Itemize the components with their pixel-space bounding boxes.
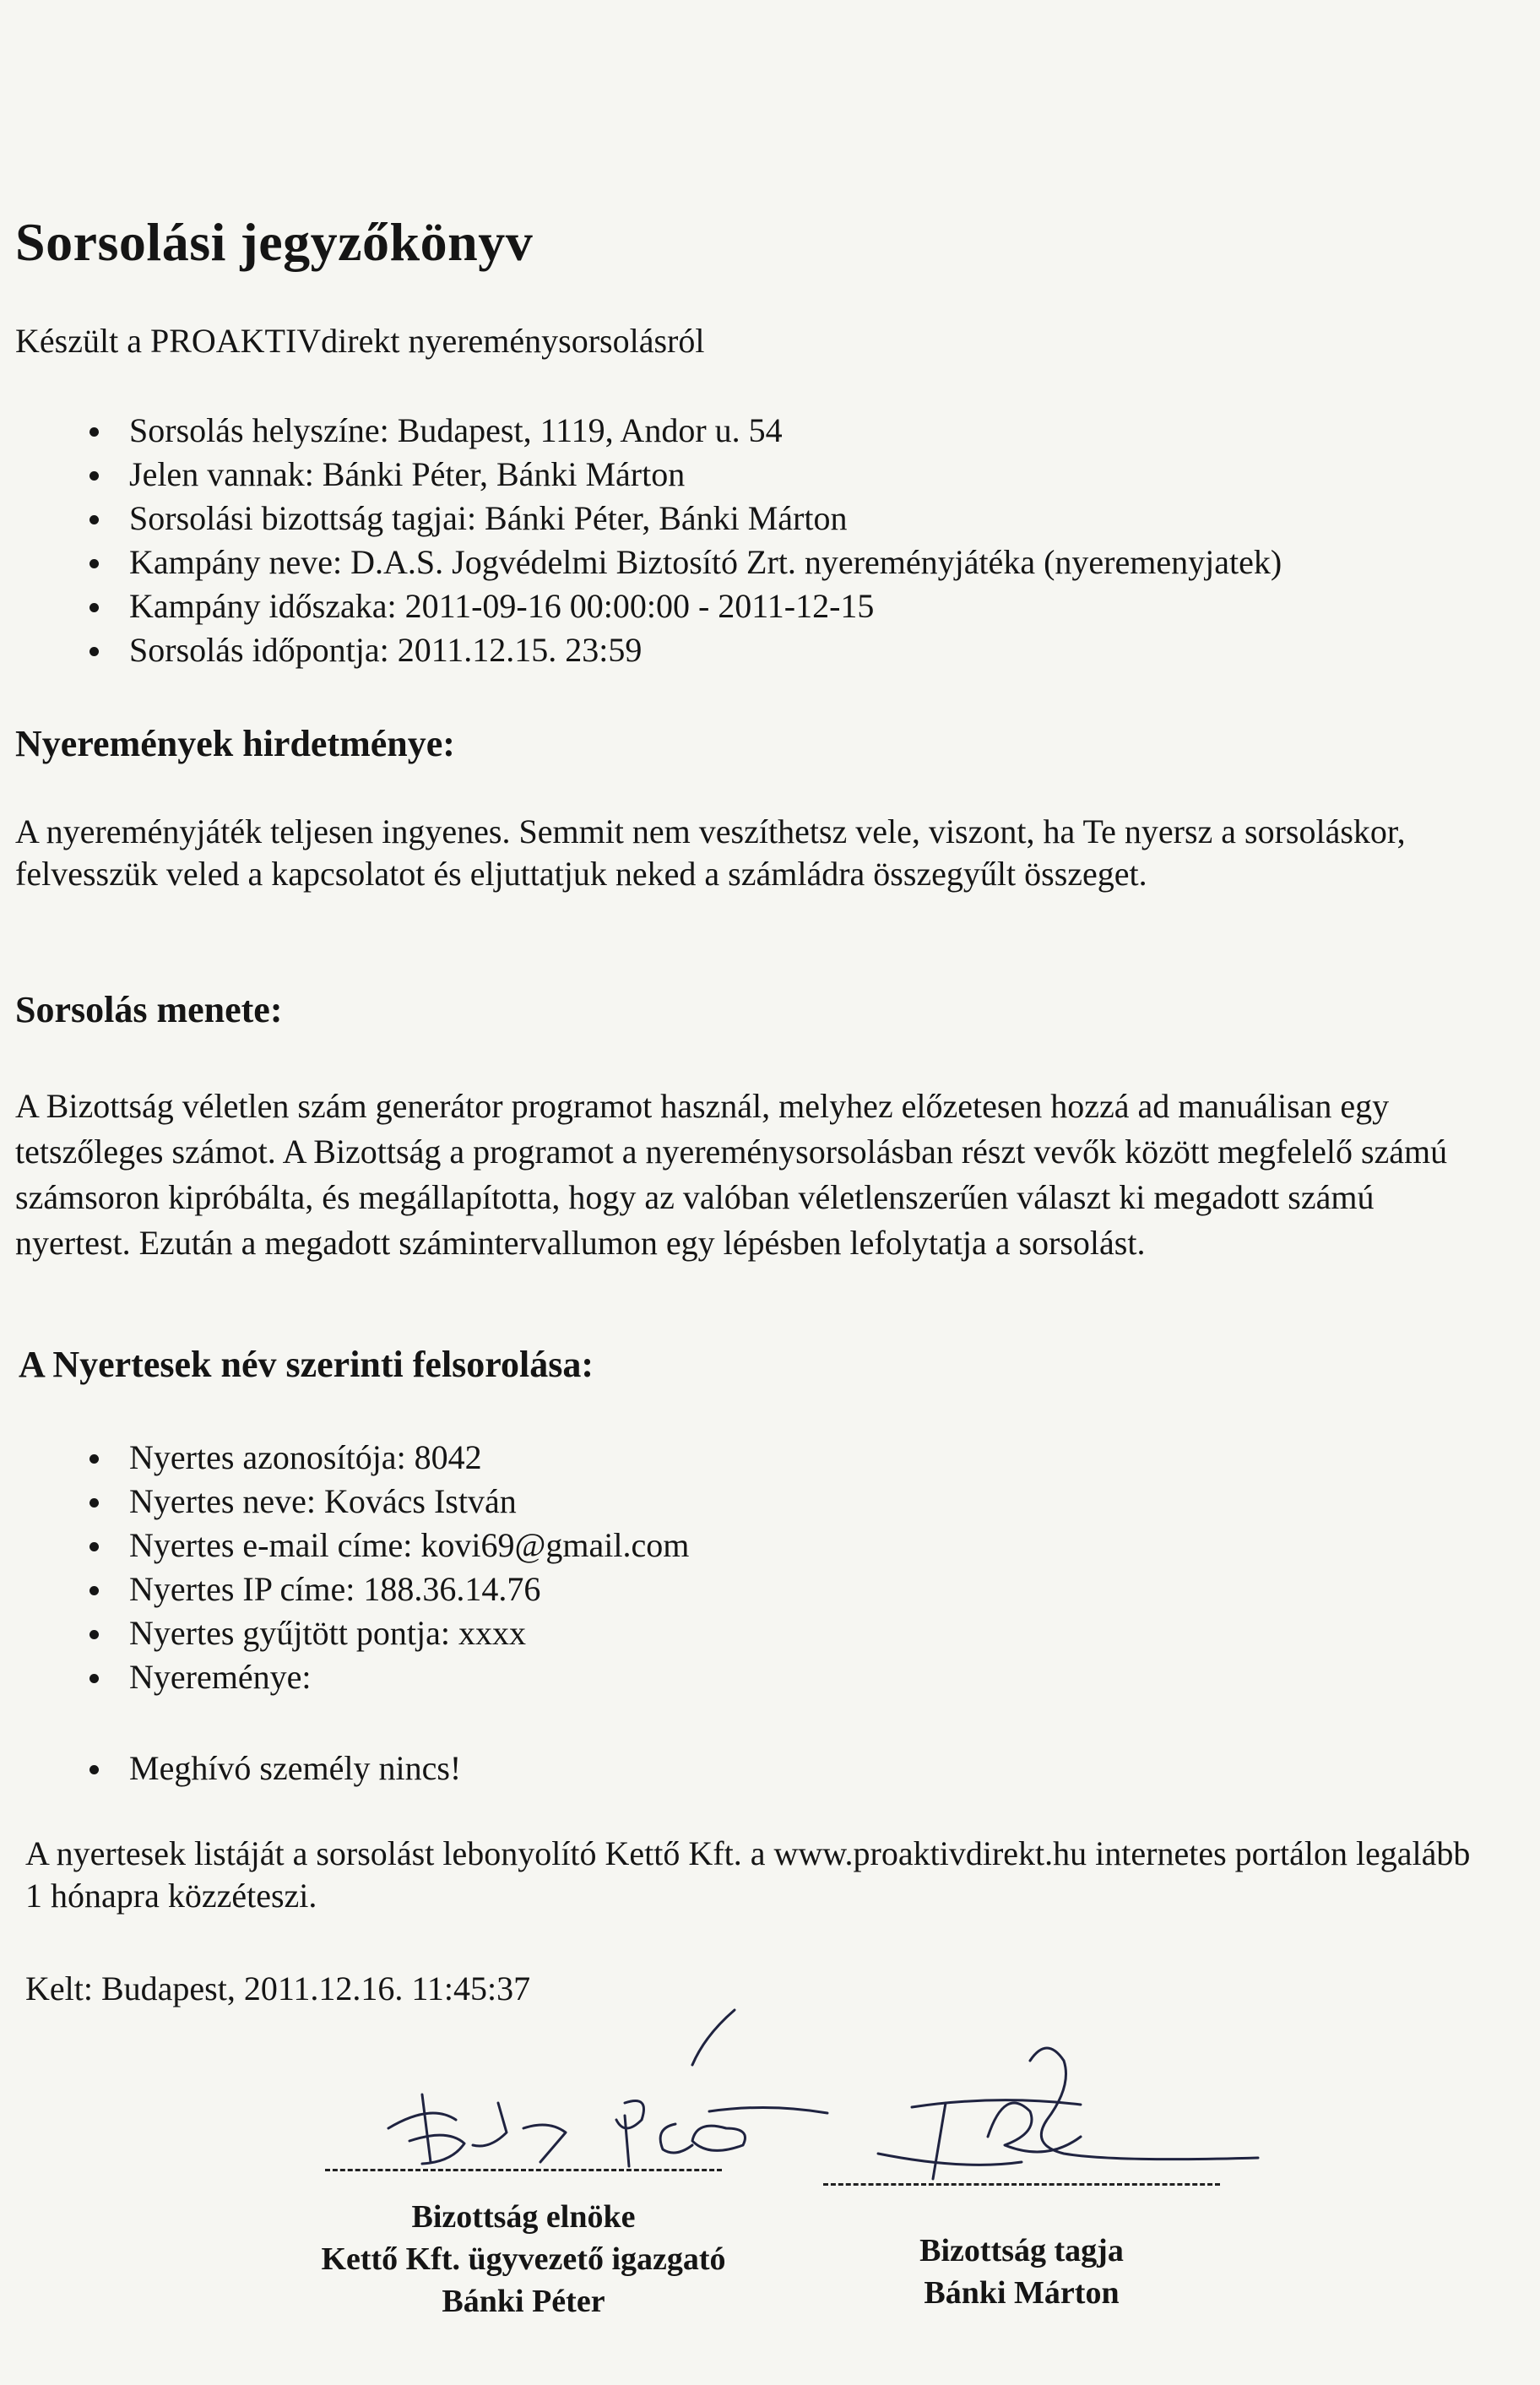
detail-present: Jelen vannak: Bánki Péter, Bánki Márton xyxy=(15,453,1282,497)
draw-heading: Sorsolás menete: xyxy=(15,989,283,1030)
signature-banki-marton xyxy=(861,2035,1334,2196)
winner-id: Nyertes azonosítója: 8042 xyxy=(15,1436,689,1480)
detail-committee: Sorsolási bizottság tagjai: Bánki Péter, Bánki Márton xyxy=(15,497,1282,541)
dated-line: Kelt: Budapest, 2011.12.16. 11:45:37 xyxy=(25,1969,531,2007)
signature-line-right xyxy=(823,2183,1220,2186)
signatory-left-title: Kettő Kft. ügyvezető igazgató xyxy=(321,2241,726,2277)
signatory-left-name: Bánki Péter xyxy=(442,2284,605,2319)
campaign-details-list xyxy=(15,409,1282,672)
prizes-text: A nyereményjáték teljesen ingyenes. Semmit nem veszíthetsz vele, viszont, ha Te nyersz a sorsoláskor, felvesszük veled a kapcsolatot és eljuttatjuk neked a számládra összegyűlt összeget. xyxy=(15,812,1406,893)
signatory-right-name: Bánki Márton xyxy=(924,2275,1120,2311)
document-title: Sorsolási jegyzőkönyv xyxy=(15,212,534,272)
invite-list xyxy=(15,1747,461,1790)
publication-note: A nyertesek listáját a sorsolást lebonyolító Kettő Kft. a www.proaktivdirekt.hu internetes portálon legalább 1 hónapra közzéteszi. xyxy=(25,1834,1471,1915)
winner-email: Nyertes e-mail címe: kovi69@gmail.com xyxy=(15,1524,689,1567)
invite-note: Meghívó személy nincs! xyxy=(15,1747,461,1790)
detail-campaign-name: Kampány neve: D.A.S. Jogvédelmi Biztosító Zrt. nyereményjátéka (nyeremenyjatek) xyxy=(15,541,1282,584)
winners-list xyxy=(15,1436,689,1699)
winners-heading: A Nyertesek név szerinti felsorolása: xyxy=(19,1344,594,1385)
detail-campaign-period: Kampány időszaka: 2011-09-16 00:00:00 - 2011-12-15 xyxy=(15,584,1282,628)
signatory-right xyxy=(853,2230,1190,2314)
detail-draw-time: Sorsolás időpontja: 2011.12.15. 23:59 xyxy=(15,628,1282,672)
winner-ip: Nyertes IP címe: 188.36.14.76 xyxy=(15,1567,689,1611)
signature-banki-peter xyxy=(371,2002,844,2179)
winner-name: Nyertes neve: Kovács István xyxy=(15,1480,689,1524)
prizes-heading: Nyeremények hirdetménye: xyxy=(15,723,455,764)
signature-line-left xyxy=(325,2169,722,2171)
winner-points: Nyertes gyűjtött pontja: xxxx xyxy=(15,1611,689,1655)
signatory-right-role: Bizottság tagja xyxy=(919,2233,1124,2268)
detail-location: Sorsolás helyszíne: Budapest, 1119, Andor u. 54 xyxy=(15,409,1282,453)
winner-prize: Nyereménye: xyxy=(15,1655,689,1699)
draw-text: A Bizottság véletlen szám generátor programot használ, melyhez előzetesen hozzá ad manuálisan egy tetszőleges számot. A Bizottság a programot a nyereménysorsolásban részt vevők között megfelelő számú számsoron kipróbálta, és megállapította, hogy az valóban véletlenszerűen választ ki megadott számú nyertest. Ezután a megadott számintervallumon egy lépésben lefolytatja a sorsolást. xyxy=(15,1087,1448,1262)
signatory-left xyxy=(270,2196,777,2323)
document-intro: Készült a PROAKTIVdirekt nyereménysorsolásról xyxy=(15,322,705,360)
signatory-left-role: Bizottság elnöke xyxy=(411,2199,636,2235)
